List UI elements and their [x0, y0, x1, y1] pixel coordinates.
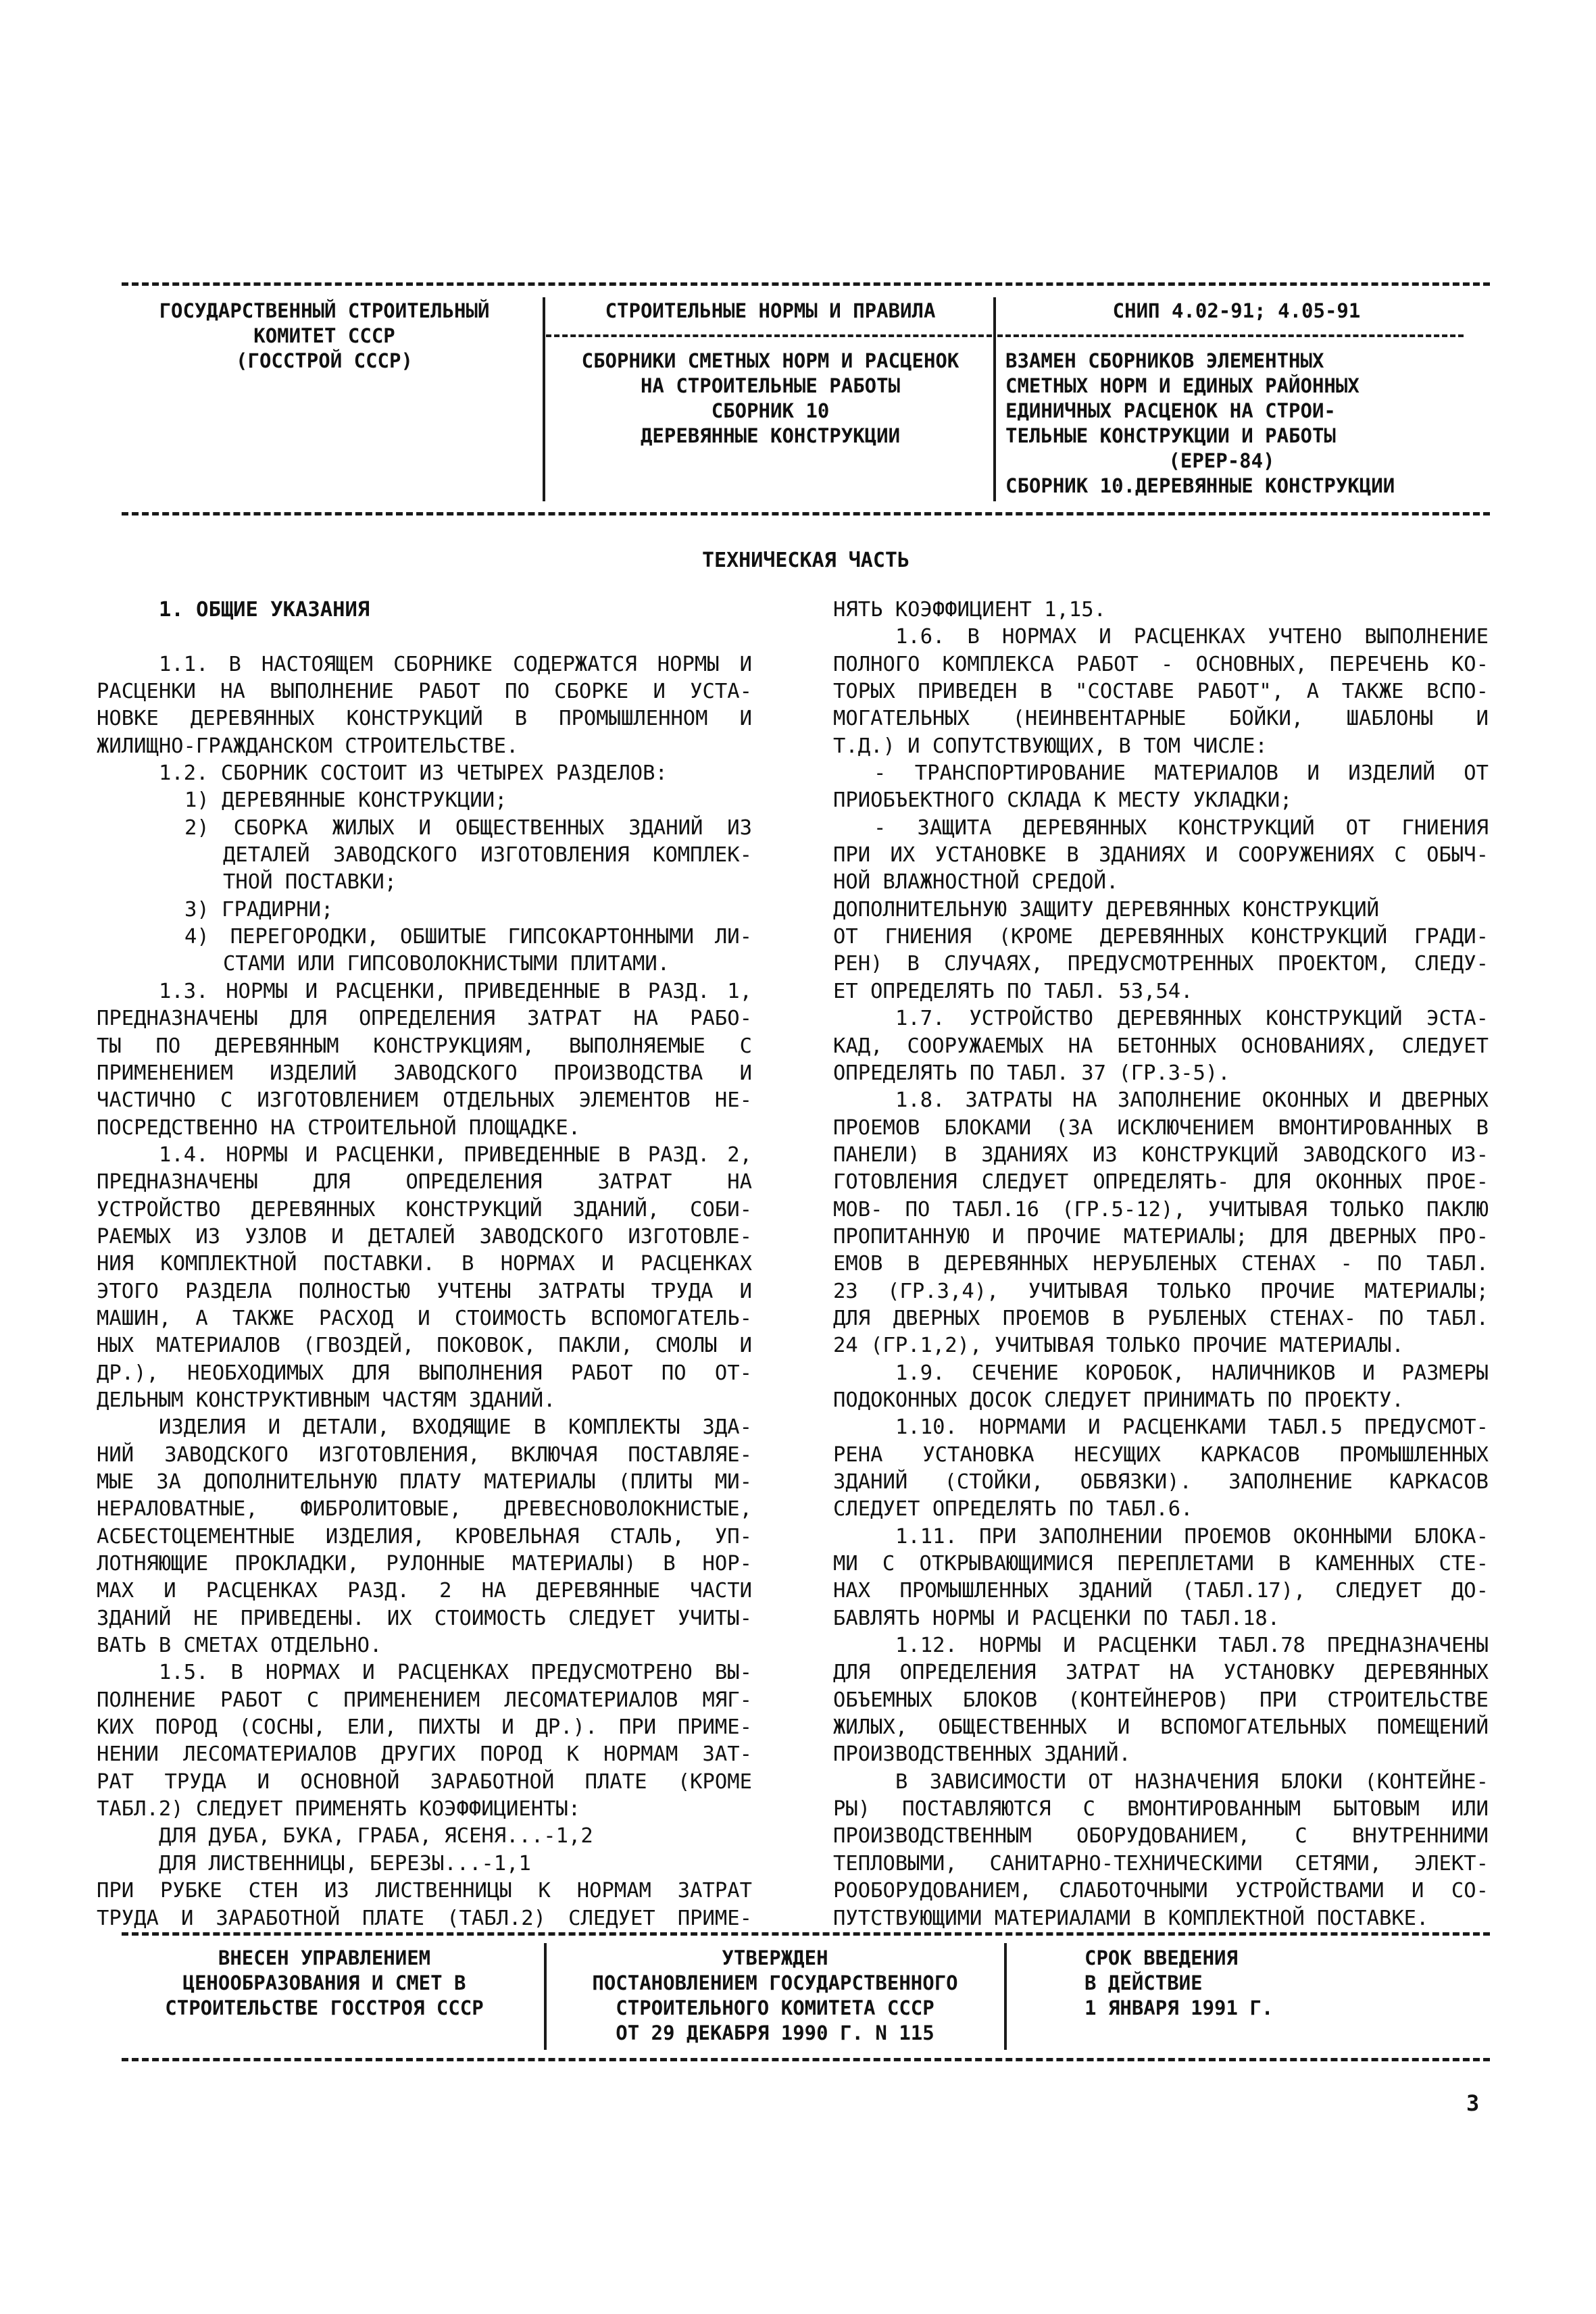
text-line: 1.2. СБОРНИК СОСТОИТ ИЗ ЧЕТЫРЕХ РАЗДЕЛОВ: — [159, 761, 668, 786]
text-line: НЕНИИ ЛЕСОМАТЕРИАЛОВ ДРУГИХ ПОРОД К НОРМАМ ЗАТ- — [97, 1742, 752, 1767]
text-line: РЕНА УСТАНОВКА НЕСУЩИХ КАРКАСОВ ПРОМЫШЛЕННЫХ — [833, 1442, 1489, 1467]
text-line: 1.1. В НАСТОЯЩЕМ СБОРНИКЕ СОДЕРЖАТСЯ НОРМЫ И — [159, 652, 752, 676]
text-line: 1.5. В НОРМАХ И РАСЦЕНКАХ ПРЕДУСМОТРЕНО ВЫ- — [159, 1661, 752, 1685]
text-line: - ТРАНСПОРТИРОВАНИЕ МАТЕРИАЛОВ И ИЗДЕЛИЙ ОТ — [874, 761, 1489, 786]
text-line: РЫ) ПОСТАВЛЯЮТСЯ С ВМОНТИРОВАННЫМ БЫТОВЫМ ИЛИ — [833, 1797, 1489, 1821]
text-line: 4) ПЕРЕГОРОДКИ, ОБШИТЫЕ ГИПСОКАРТОННЫМИ ЛИ- — [184, 925, 752, 949]
text-line: ДР.), НЕОБХОДИМЫХ ДЛЯ ВЫПОЛНЕНИЯ РАБОТ ПО ОТ- — [97, 1361, 752, 1385]
text-line: ТНОЙ ПОСТАВКИ; — [223, 870, 397, 895]
footer-separator-2 — [1004, 1943, 1007, 2050]
header-doc-type: СТРОИТЕЛЬНЫЕ НОРМЫ И ПРАВИЛА — [605, 299, 936, 322]
text-line: НЕРАЛОВАТНЫЕ, ФИБРОЛИТОВЫЕ, ДРЕВЕСНОВОЛОКНИСТЫЕ, — [97, 1497, 752, 1521]
text-line: ОТ ГНИЕНИЯ (КРОМЕ ДЕРЕВЯННЫХ КОНСТРУКЦИЙ ГРАДИ- — [833, 925, 1489, 949]
text-line: ЗДАНИЙ НЕ ПРИВЕДЕНЫ. ИХ СТОИМОСТЬ СЛЕДУЕТ УЧИТЫ- — [97, 1606, 752, 1630]
text-line: НОВКЕ ДЕРЕВЯННЫХ КОНСТРУКЦИЙ В ПРОМЫШЛЕННОМ И — [97, 707, 752, 731]
text-line: ЛОТНЯЮЩИЕ ПРОКЛАДКИ, РУЛОННЫЕ МАТЕРИАЛЫ) В НОР- — [97, 1552, 752, 1576]
header-collection-line: СБОРНИК 10 — [711, 399, 830, 422]
text-line: МАШИН, А ТАКЖЕ РАСХОД И СТОИМОСТЬ ВСПОМОГАТЕЛЬ- — [97, 1306, 752, 1330]
text-line: ДЕТАЛЕЙ ЗАВОДСКОГО ИЗГОТОВЛЕНИЯ КОМПЛЕК- — [223, 843, 752, 867]
text-line: КИХ ПОРОД (СОСНЫ, ЕЛИ, ПИХТЫ И ДР.). ПРИ ПРИМЕ- — [97, 1715, 752, 1740]
text-line: ТРУДА И ЗАРАБОТНОЙ ПЛАТЕ (ТАБЛ.2) СЛЕДУЕТ ПРИМЕ- — [97, 1906, 752, 1930]
header-replaces-line: ТЕЛЬНЫЕ КОНСТРУКЦИИ И РАБОТЫ — [1005, 424, 1336, 447]
header-mid-dash — [546, 334, 992, 337]
text-line: 1.7. УСТРОЙСТВО ДЕРЕВЯННЫХ КОНСТРУКЦИЙ ЭСТА- — [895, 1007, 1489, 1031]
footer-top-rule — [122, 1932, 1490, 1936]
text-line: МОГАТЕЛЬНЫХ (НЕИНВЕНТАРНЫЕ БОЙКИ, ШАБЛОНЫ И — [833, 707, 1489, 731]
header-collection-line: СБОРНИКИ СМЕТНЫХ НОРМ И РАСЦЕНОК — [581, 349, 959, 372]
footer-approved — [549, 1946, 1001, 2046]
text-line: ПАНЕЛИ) В ЗДАНИЯХ ИЗ КОНСТРУКЦИЙ ЗАВОДСКОГО ИЗ- — [833, 1142, 1489, 1167]
header-top-rule — [122, 282, 1490, 286]
text-line: ПУТСТВУЮЩИМИ МАТЕРИАЛАМИ В КОМПЛЕКТНОЙ ПОСТАВКЕ. — [833, 1906, 1429, 1930]
header-replaces-line: СМЕТНЫХ НОРМ И ЕДИНЫХ РАЙОННЫХ — [1005, 374, 1360, 397]
text-line: 24 (ГР.1,2), УЧИТЫВАЯ ТОЛЬКО ПРОЧИЕ МАТЕРИАЛЫ. — [833, 1334, 1404, 1358]
text-line: ПОДОКОННЫХ ДОСОК СЛЕДУЕТ ПРИНИМАТЬ ПО ПРОЕКТУ. — [833, 1388, 1404, 1412]
text-line: В ЗАВИСИМОСТИ ОТ НАЗНАЧЕНИЯ БЛОКИ (КОНТЕЙНЕ- — [895, 1769, 1489, 1794]
text-line: 1.4. НОРМЫ И РАСЦЕНКИ, ПРИВЕДЕННЫЕ В РАЗД. 2, — [159, 1142, 752, 1167]
header-issuer — [122, 299, 527, 374]
text-line: 3) ГРАДИРНИ; — [184, 897, 334, 922]
text-line: ОПРЕДЕЛЯТЬ ПО ТАБЛ. 37 (ГР.3-5). — [833, 1061, 1230, 1085]
header-bottom-rule — [122, 512, 1490, 515]
text-line: РАСЦЕНКИ НА ВЫПОЛНЕНИЕ РАБОТ ПО СБОРКЕ И УСТА- — [97, 680, 752, 704]
text-line: ИЗДЕЛИЯ И ДЕТАЛИ, ВХОДЯЩИЕ В КОМПЛЕКТЫ ЗДА- — [159, 1415, 752, 1440]
text-line: ТАБЛ.2) СЛЕДУЕТ ПРИМЕНЯТЬ КОЭФФИЦИЕНТЫ: — [97, 1797, 581, 1821]
text-line: 23 (ГР.3,4), УЧИТЫВАЯ ТОЛЬКО ПРОЧИЕ МАТЕРИАЛЫ; — [833, 1279, 1489, 1303]
text-line: ЧАСТИЧНО С ИЗГОТОВЛЕНИЕМ ОТДЕЛЬНЫХ ЭЛЕМЕНТОВ НЕ- — [97, 1088, 752, 1113]
footer-approved-line: ОТ 29 ДЕКАБРЯ 1990 Г. N 115 — [616, 2021, 934, 2044]
header-right-dash — [997, 334, 1464, 337]
page-number: 3 — [1466, 2090, 1480, 2116]
text-line: ДЛЯ ДВЕРНЫХ ПРОЕМОВ В РУБЛЕНЫХ СТЕНАХ- ПО ТАБЛ. — [833, 1306, 1489, 1330]
left-column — [97, 597, 752, 1932]
text-line: 1) ДЕРЕВЯННЫЕ КОНСТРУКЦИИ; — [184, 788, 507, 813]
text-line: ЕТ ОПРЕДЕЛЯТЬ ПО ТАБЛ. 53,54. — [833, 979, 1193, 1003]
text-line: ПРЕДНАЗНАЧЕНЫ ДЛЯ ОПРЕДЕЛЕНИЯ ЗАТРАТ НА РАБО- — [97, 1007, 752, 1031]
text-line: ОБЪЕМНЫХ БЛОКОВ (КОНТЕЙНЕРОВ) ПРИ СТРОИТЕЛЬСТВЕ — [833, 1688, 1489, 1712]
text-line: ТЫ ПО ДЕРЕВЯННЫМ КОНСТРУКЦИЯМ, ВЫПОЛНЯЕМЫЕ С — [97, 1034, 752, 1058]
footer-introduced — [115, 1946, 534, 2021]
text-line: ВАТЬ В СМЕТАХ ОТДЕЛЬНО. — [97, 1634, 382, 1658]
text-line: АСБЕСТОЦЕМЕНТНЫЕ ИЗДЕЛИЯ, КРОВЕЛЬНАЯ СТАЛЬ, УП- — [97, 1524, 752, 1549]
footer-introduced-line: ЦЕНООБРАЗОВАНИЯ И СМЕТ В — [182, 1971, 466, 1994]
footer-effective-line: СРОК ВВЕДЕНИЯ — [1084, 1946, 1238, 1969]
footer-effective-line: 1 ЯНВАРЯ 1991 Г. — [1084, 1996, 1274, 2019]
text-line: МЫЕ ЗА ДОПОЛНИТЕЛЬНУЮ ПЛАТУ МАТЕРИАЛЫ (ПЛИТЫ МИ- — [97, 1470, 752, 1494]
text-line: СТАМИ ИЛИ ГИПСОВОЛОКНИСТЫМИ ПЛИТАМИ. — [223, 952, 670, 976]
header-replaces-line: ЕДИНИЧНЫХ РАСЦЕНОК НА СТРОИ- — [1005, 399, 1336, 422]
text-line: ПРОЕМОВ БЛОКАМИ (ЗА ИСКЛЮЧЕНИЕМ ВМОНТИРОВАННЫХ В — [833, 1115, 1489, 1140]
header-snip-code: СНИП 4.02-91; 4.05-91 — [1112, 299, 1361, 322]
text-line: ЖИЛИЩНО-ГРАЖДАНСКОМ СТРОИТЕЛЬСТВЕ. — [97, 734, 519, 758]
text-line: 1.11. ПРИ ЗАПОЛНЕНИИ ПРОЕМОВ ОКОННЫМИ БЛОКА- — [895, 1524, 1489, 1549]
header-collection — [551, 349, 990, 449]
section-title: ТЕХНИЧЕСКАЯ ЧАСТЬ — [701, 549, 910, 572]
text-line: СЛЕДУЕТ ОПРЕДЕЛЯТЬ ПО ТАБЛ.6. — [833, 1497, 1193, 1521]
footer-bottom-rule — [122, 2058, 1490, 2061]
footer-approved-line: УТВЕРЖДЕН — [722, 1946, 828, 1969]
text-line: ПРИ ИХ УСТАНОВКЕ В ЗДАНИЯХ И СООРУЖЕНИЯХ С ОБЫЧ- — [833, 843, 1489, 867]
text-line: НИЙ ЗАВОДСКОГО ИЗГОТОВЛЕНИЯ, ВКЛЮЧАЯ ПОСТАВЛЯЕ- — [97, 1442, 752, 1467]
text-line: ЗДАНИЙ (СТОЙКИ, ОБВЯЗКИ). ЗАПОЛНЕНИЕ КАРКАСОВ — [833, 1470, 1489, 1494]
text-line: РООБОРУДОВАНИЕМ, СЛАБОТОЧНЫМИ УСТРОЙСТВАМИ И СО- — [833, 1879, 1489, 1903]
footer-effective-line: В ДЕЙСТВИЕ — [1084, 1971, 1203, 1994]
header-replaces-line: СБОРНИК 10.ДЕРЕВЯННЫЕ КОНСТРУКЦИИ — [1005, 474, 1395, 497]
header-separator-1 — [543, 297, 545, 501]
text-line: 1.3. НОРМЫ И РАСЦЕНКИ, ПРИВЕДЕННЫЕ В РАЗД. 1, — [159, 979, 752, 1003]
text-line: ЖИЛЫХ, ОБЩЕСТВЕННЫХ И ВСПОМОГАТЕЛЬНЫХ ПОМЕЩЕНИЙ — [833, 1715, 1489, 1740]
text-line: НИЯ КОМПЛЕКТНОЙ ПОСТАВКИ. В НОРМАХ И РАСЦЕНКАХ — [97, 1252, 752, 1276]
text-line: ГОТОВЛЕНИЯ СЛЕДУЕТ ОПРЕДЕЛЯТЬ- ДЛЯ ОКОННЫХ ПРОЕ- — [833, 1170, 1489, 1194]
text-line: ПРОПИТАННУЮ И ПРОЧИЕ МАТЕРИАЛЫ; ДЛЯ ДВЕРНЫХ ПРО- — [833, 1224, 1489, 1249]
header-replaces-line: (ЕРЕР-84) — [1168, 449, 1275, 472]
header-issuer-line: ГОСУДАРСТВЕННЫЙ СТРОИТЕЛЬНЫЙ — [159, 299, 490, 322]
text-line: 1.9. СЕЧЕНИЕ КОРОБОК, НАЛИЧНИКОВ И РАЗМЕРЫ — [895, 1361, 1489, 1385]
text-line: ПОЛНЕНИЕ РАБОТ С ПРИМЕНЕНИЕМ ЛЕСОМАТЕРИАЛОВ МЯГ- — [97, 1688, 752, 1712]
footer-introduced-line: ВНЕСЕН УПРАВЛЕНИЕМ — [218, 1946, 431, 1969]
header-replaces — [1005, 349, 1478, 499]
text-line: МОВ- ПО ТАБЛ.16 (ГР.5-12), УЧИТЫВАЯ ТОЛЬКО ПАКЛЮ — [833, 1197, 1489, 1222]
right-column — [833, 597, 1489, 1932]
text-line: ДЛЯ ЛИСТВЕННИЦЫ, БЕРЕЗЫ...-1,1 — [159, 1851, 531, 1876]
text-line: ПОЛНОГО КОМПЛЕКСА РАБОТ - ОСНОВНЫХ, ПЕРЕЧЕНЬ КО- — [833, 652, 1489, 676]
text-line: МАХ И РАСЦЕНКАХ РАЗД. 2 НА ДЕРЕВЯННЫЕ ЧАСТИ — [97, 1579, 752, 1603]
text-line: 1.12. НОРМЫ И РАСЦЕНКИ ТАБЛ.78 ПРЕДНАЗНАЧЕНЫ — [895, 1634, 1489, 1658]
text-line: ПРИ РУБКЕ СТЕН ИЗ ЛИСТВЕННИЦЫ К НОРМАМ ЗАТРАТ — [97, 1879, 752, 1903]
text-line: Т.Д.) И СОПУТСТВУЮЩИХ, В ТОМ ЧИСЛЕ: — [833, 734, 1268, 758]
text-line: 2) СБОРКА ЖИЛЫХ И ОБЩЕСТВЕННЫХ ЗДАНИЙ ИЗ — [184, 815, 752, 840]
footer-approved-line: ПОСТАНОВЛЕНИЕМ ГОСУДАРСТВЕННОГО — [592, 1971, 958, 1994]
text-line: ПОСРЕДСТВЕННО НА СТРОИТЕЛЬНОЙ ПЛОЩАДКЕ. — [97, 1115, 581, 1140]
header-collection-line: НА СТРОИТЕЛЬНЫЕ РАБОТЫ — [640, 374, 901, 397]
text-line: ТЕПЛОВЫМИ, САНИТАРНО-ТЕХНИЧЕСКИМИ СЕТЯМИ, ЭЛЕКТ- — [833, 1851, 1489, 1876]
header-separator-2 — [993, 297, 996, 501]
header-issuer-line: КОМИТЕТ СССР — [253, 324, 395, 347]
text-line: КАД, СООРУЖАЕМЫХ НА БЕТОННЫХ ОСНОВАНИЯХ, СЛЕДУЕТ — [833, 1034, 1489, 1058]
text-line: РЕН) В СЛУЧАЯХ, ПРЕДУСМОТРЕННЫХ ПРОЕКТОМ, СЛЕДУ- — [833, 952, 1489, 976]
text-line: ПРИМЕНЕНИЕМ ИЗДЕЛИЙ ЗАВОДСКОГО ПРОИЗВОДСТВА И — [97, 1061, 752, 1085]
footer-introduced-line: СТРОИТЕЛЬСТВЕ ГОССТРОЯ СССР — [165, 1996, 484, 2019]
text-line — [97, 624, 752, 651]
text-line: ДОПОЛНИТЕЛЬНУЮ ЗАЩИТУ ДЕРЕВЯННЫХ КОНСТРУКЦИЙ — [833, 897, 1379, 922]
header-issuer-line: (ГОССТРОЙ СССР) — [236, 349, 413, 372]
text-line: НОЙ ВЛАЖНОСТНОЙ СРЕДОЙ. — [833, 870, 1119, 895]
text-line: ЕМОВ В ДЕРЕВЯННЫХ НЕРУБЛЕНЫХ СТЕНАХ - ПО ТАБЛ. — [833, 1252, 1489, 1276]
header-collection-line: ДЕРЕВЯННЫЕ КОНСТРУКЦИИ — [640, 424, 901, 447]
text-line: НАХ ПРОМЫШЛЕННЫХ ЗДАНИЙ (ТАБЛ.17), СЛЕДУЕТ ДО- — [833, 1579, 1489, 1603]
header-replaces-line: ВЗАМЕН СБОРНИКОВ ЭЛЕМЕНТНЫХ — [1005, 349, 1324, 372]
text-line: 1.10. НОРМАМИ И РАСЦЕНКАМИ ТАБЛ.5 ПРЕДУСМОТ- — [895, 1415, 1489, 1440]
footer-approved-line: СТРОИТЕЛЬНОГО КОМИТЕТА СССР — [616, 1996, 934, 2019]
text-line: РАЕМЫХ ИЗ УЗЛОВ И ДЕТАЛЕЙ ЗАВОДСКОГО ИЗГОТОВЛЕ- — [97, 1224, 752, 1249]
footer-effective-date — [1084, 1946, 1463, 2021]
text-line: ПРОИЗВОДСТВЕННЫМ ОБОРУДОВАНИЕМ, С ВНУТРЕННИМИ — [833, 1824, 1489, 1848]
text-line: НЫХ МАТЕРИАЛОВ (ГВОЗДЕЙ, ПОКОВОК, ПАКЛИ, СМОЛЫ И — [97, 1334, 752, 1358]
text-line: ДЕЛЬНЫМ КОНСТРУКТИВНЫМ ЧАСТЯМ ЗДАНИЙ. — [97, 1388, 556, 1412]
text-line: МИ С ОТКРЫВАЮЩИМИСЯ ПЕРЕПЛЕТАМИ В КАМЕННЫХ СТЕ- — [833, 1552, 1489, 1576]
text-line: ТОРЫХ ПРИВЕДЕН В "СОСТАВЕ РАБОТ", А ТАКЖЕ ВСПО- — [833, 680, 1489, 704]
subsection-heading: 1. ОБЩИЕ УКАЗАНИЯ — [159, 598, 370, 622]
text-line: ПРОИЗВОДСТВЕННЫХ ЗДАНИЙ. — [833, 1742, 1131, 1767]
text-line: 1.6. В НОРМАХ И РАСЦЕНКАХ УЧТЕНО ВЫПОЛНЕНИЕ — [895, 625, 1489, 649]
footer-separator-1 — [544, 1943, 547, 2050]
text-line: ПРЕДНАЗНАЧЕНЫ ДЛЯ ОПРЕДЕЛЕНИЯ ЗАТРАТ НА — [97, 1170, 752, 1194]
text-line: УСТРОЙСТВО ДЕРЕВЯННЫХ КОНСТРУКЦИЙ ЗДАНИЙ, СОБИ- — [97, 1197, 752, 1222]
text-line: ДЛЯ ДУБА, БУКА, ГРАБА, ЯСЕНЯ...-1,2 — [159, 1824, 593, 1848]
text-line: ПРИОБЪЕКТНОГО СКЛАДА К МЕСТУ УКЛАДКИ; — [833, 788, 1293, 813]
text-line: НЯТЬ КОЭФФИЦИЕНТ 1,15. — [833, 598, 1106, 622]
text-line: 1.8. ЗАТРАТЫ НА ЗАПОЛНЕНИЕ ОКОННЫХ И ДВЕРНЫХ — [895, 1088, 1489, 1113]
text-line: ДЛЯ ОПРЕДЕЛЕНИЯ ЗАТРАТ НА УСТАНОВКУ ДЕРЕВЯННЫХ — [833, 1661, 1489, 1685]
text-line: - ЗАЩИТА ДЕРЕВЯННЫХ КОНСТРУКЦИЙ ОТ ГНИЕНИЯ — [874, 815, 1489, 840]
text-line: ЭТОГО РАЗДЕЛА ПОЛНОСТЬЮ УЧТЕНЫ ЗАТРАТЫ ТРУДА И — [97, 1279, 752, 1303]
text-line: БАВЛЯТЬ НОРМЫ И РАСЦЕНКИ ПО ТАБЛ.18. — [833, 1606, 1280, 1630]
text-line: РАТ ТРУДА И ОСНОВНОЙ ЗАРАБОТНОЙ ПЛАТЕ (КРОМЕ — [97, 1769, 752, 1794]
